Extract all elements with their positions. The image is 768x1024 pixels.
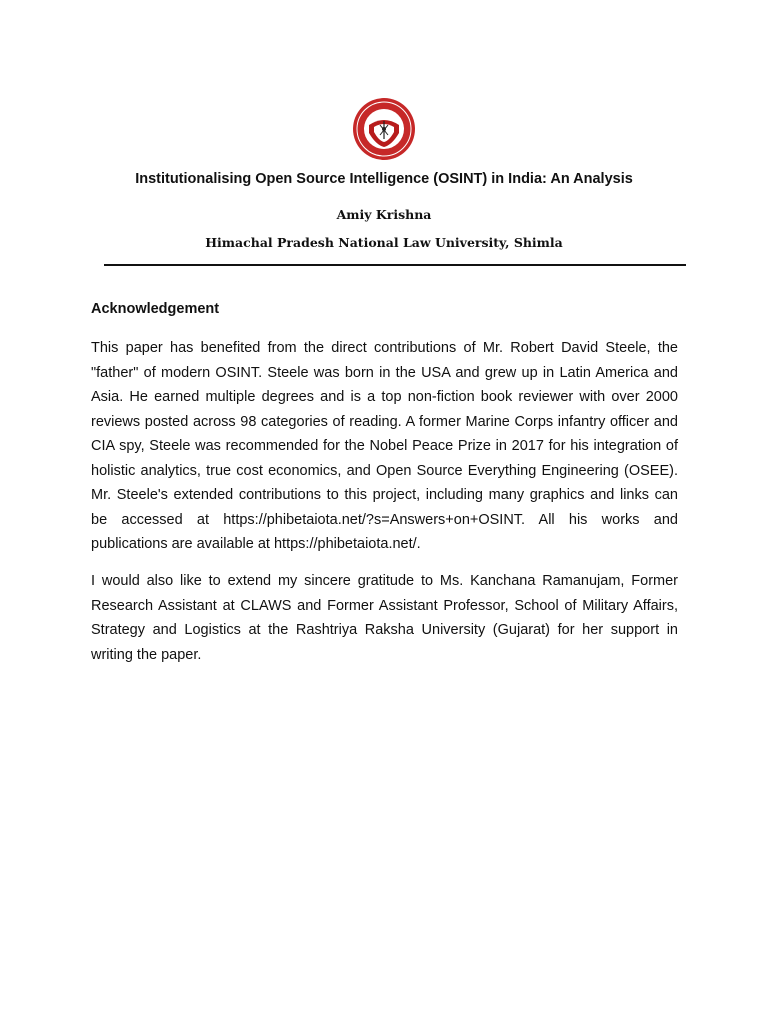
header-divider bbox=[104, 264, 686, 266]
paper-title: Institutionalising Open Source Intelligence (OSINT) in India: An Analysis bbox=[135, 171, 633, 187]
section-heading: Acknowledgement bbox=[91, 301, 220, 317]
acknowledgement-paragraph: This paper has benefited from the direct contributions of Mr. Robert David Steele, the "father" of modern OSINT. Steele was born in the USA and grew up in Latin America and Asia. He earned multiple degrees and is a top non-fiction book reviewer with over 2000 reviews posted across 98 categories of reading. A former Marine Corps infantry officer and CIA spy, Steele was recommended for the Nobel Peace Prize in 2017 for his integration of holistic analytics, true cost economics, and Open Source Everything Engineering (OSEE). Mr. Steele's extended contributions to this project, including many graphics and links can be accessed at https://phibetaiota.net/?s=Answers+on+OSINT. All his works and publications are available at https://phibetaiota.net/. bbox=[91, 340, 678, 552]
author-name: Amiy Krishna bbox=[336, 207, 432, 222]
author-affiliation: Himachal Pradesh National Law University, Shimla bbox=[205, 235, 563, 250]
institution-emblem-logo bbox=[352, 97, 416, 161]
gratitude-paragraph: I would also like to extend my sincere gratitude to Ms. Kanchana Ramanujam, Former Research Assistant at CLAWS and Former Assistant Professor, School of Military Affairs, Strategy and Logistics at the Rashtriya Raksha University (Gujarat) for her support in writing the paper. bbox=[91, 573, 678, 663]
